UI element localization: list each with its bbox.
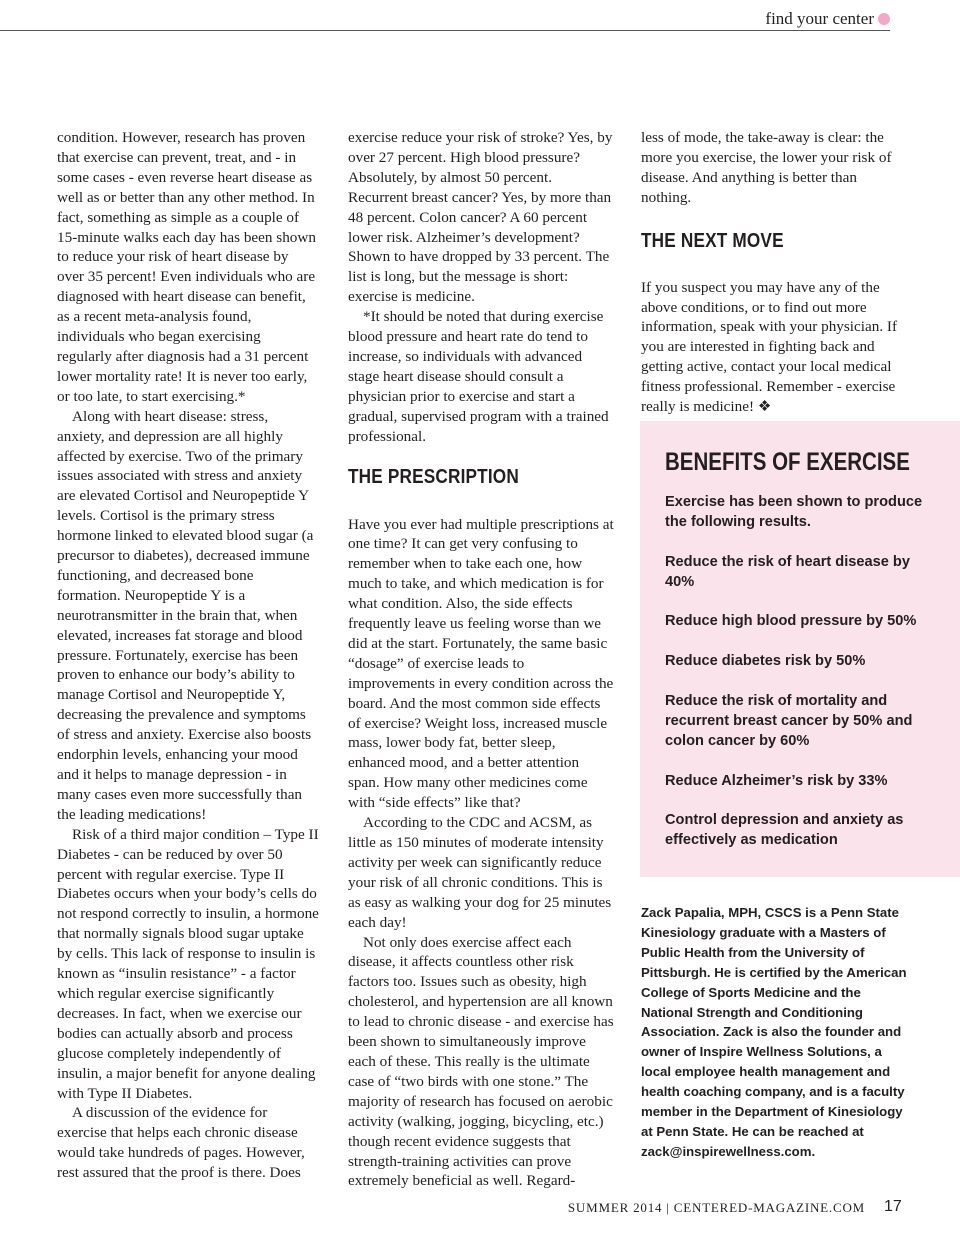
benefit-item: Reduce the risk of heart disease by 40% [665, 553, 910, 590]
benefit-item: Reduce diabetes risk by 50% [665, 653, 866, 670]
benefit-item: Control depression and anxiety as effectively as medication [665, 812, 904, 849]
sidebar-title: BENEFITS OF EXERCISE [665, 448, 910, 476]
section-tag: find your center [765, 9, 874, 28]
benefit-item: Reduce Alzheimer’s risk by 33% [665, 772, 888, 789]
pink-dot-icon [878, 13, 890, 25]
author-bio: Zack Papalia, MPH, CSCS is a Penn State Kinesiology graduate with a Masters of Public Health from the University of Pittsburgh. He is certified by the American College of Sports Medicine and the National Strength and Conditioning Association. Zack is also the founder and owner of Inspire Wellness Solutions, a local employee health management and health coaching company, and is a faculty member in the Department of Kinesiology at Penn State. He can be reached at zack@inspirewellness.com. [641, 905, 907, 1159]
article-column-2 [348, 128, 614, 1191]
body-paragraph: condition. However, research has proven that exercise can prevent, treat, and - in some cases - even reverse heart disease as well as or better than any other method. In fact, something as simple as a couple of 15-minute walks each day has been shown to reduce your risk of heart disease by over 35 percent! Even individuals who are diagnosed with heart disease can benefit, as a recent meta-analysis found, individuals who began exercising regularly after diagnosis had a 31 percent lower mortality rate! It is never too early, or too late, to start exercising.* [57, 129, 316, 405]
benefits-sidebar [640, 421, 960, 877]
body-paragraph: less of mode, the take-away is clear: the more you exercise, the lower your risk of disease. And anything is better than nothing. [641, 129, 892, 206]
body-paragraph: According to the CDC and ACSM, as little as 150 minutes of moderate intensity activity per week can significantly reduce your risk of all chronic conditions. This is as easy as walking your dog for 25 minutes each day! [348, 814, 612, 931]
article-column-1 [57, 128, 319, 1183]
heading-the-next-move: THE NEXT MOVE [641, 229, 784, 252]
benefit-item: Reduce the risk of mortality and recurrent breast cancer by 50% and colon cancer by 60% [665, 693, 913, 749]
header-rule [0, 30, 890, 31]
body-paragraph: A discussion of the evidence for exercise that helps each chronic disease would take hundreds of pages. However, rest assured that the proof is there. Does [57, 1104, 305, 1182]
heading-the-prescription: THE PRESCRIPTION [348, 465, 519, 488]
body-paragraph: Not only does exercise affect each disease, it affects countless other risk factors too. Issues such as obesity, high cholesterol, and hypertension are all known to lead to chronic disease - and exercise has been shown to simultaneously improve each of these. This really is the ultimate case of “two birds with one stone.” The majority of research has focused on aerobic activity (walking, jogging, bicycling, etc.) though recent evidence suggests that strength-training activities can prove extremely beneficial as well. Regard- [348, 933, 614, 1190]
body-paragraph: exercise reduce your risk of stroke? Yes, by over 27 percent. High blood pressure? Absolutely, by almost 50 percent. Recurrent breast cancer? Yes, by more than 48 percent. Colon cancer? A 60 percent lower risk. Alzheimer’s development? Shown to have dropped by 33 percent. The list is long, but the message is short: exercise is medicine. [348, 129, 613, 306]
benefit-item: Reduce high blood pressure by 50% [665, 613, 917, 630]
page-number: 17 [884, 1198, 902, 1215]
body-paragraph: If you suspect you may have any of the above conditions, or to find out more information, speak with your physician. If you are interested in fighting back and getting active, contact your local medical fitness professional. Remember - exercise really is medicine! ❖ [641, 278, 898, 416]
body-paragraph: Along with heart disease: stress, anxiety, and depression are all highly affected by exercise. Two of the primary issues associated with stress and anxiety are elevated Cortisol and Neuropeptide Y levels. Cortisol is the primary stress hormone linked to elevated blood sugar (a precursor to diabetes), decreased immune functioning, and decreased bone formation. Neuropeptide Y is a neurotransmitter in the brain that, when elevated, increases fat storage and blood pressure. Fortunately, exercise has been proven to enhance our body’s ability to manage Cortisol and Neuropeptide Y, decreasing the prevalence and symptoms of stress and anxiety. Exercise also boosts endorphin levels, enhancing your mood and it helps to manage depression - in many cases even more successfully than the leading medications! [57, 407, 314, 823]
article-column-3 [641, 128, 905, 417]
footer-issue: SUMMER 2014 | CENTERED-MAGAZINE.COM [567, 1200, 865, 1215]
sidebar-intro: Exercise has been shown to produce the following results. [665, 494, 923, 530]
footnote-paragraph: *It should be noted that during exercise blood pressure and heart rate do tend to increase, so individuals with advanced stage heart disease should consult a physician prior to exercise and start a gradual, supervised program with a trained professional. [348, 308, 609, 445]
body-paragraph: Have you ever had multiple prescriptions at one time? It can get very confusing to remember when to take each one, how much to take, and which medication is for what condition. Also, the side effects frequently leave us feeling worse than we did at the start. Fortunately, the same basic “dosage” of exercise leads to improvements in every condition across the board. And the most common side effects of exercise? Weight loss, increased muscle mass, lower body fat, better sleep, enhanced mood, and a better attention span. How many other medicines come with “side effects” like that? [348, 515, 614, 812]
body-paragraph: Risk of a third major condition – Type II Diabetes - can be reduced by over 50 percent with regular exercise. Type II Diabetes occurs when your body’s cells do not respond correctly to insulin, a hormone that normally signals blood sugar uptake by cells. This lack of response to insulin is known as “insulin resistance” - a factor which regular exercise significantly decreases. In fact, when we exercise our bodies can actually absorb and process glucose completely independently of insulin, a major benefit for anyone dealing with Type II Diabetes. [57, 825, 319, 1102]
